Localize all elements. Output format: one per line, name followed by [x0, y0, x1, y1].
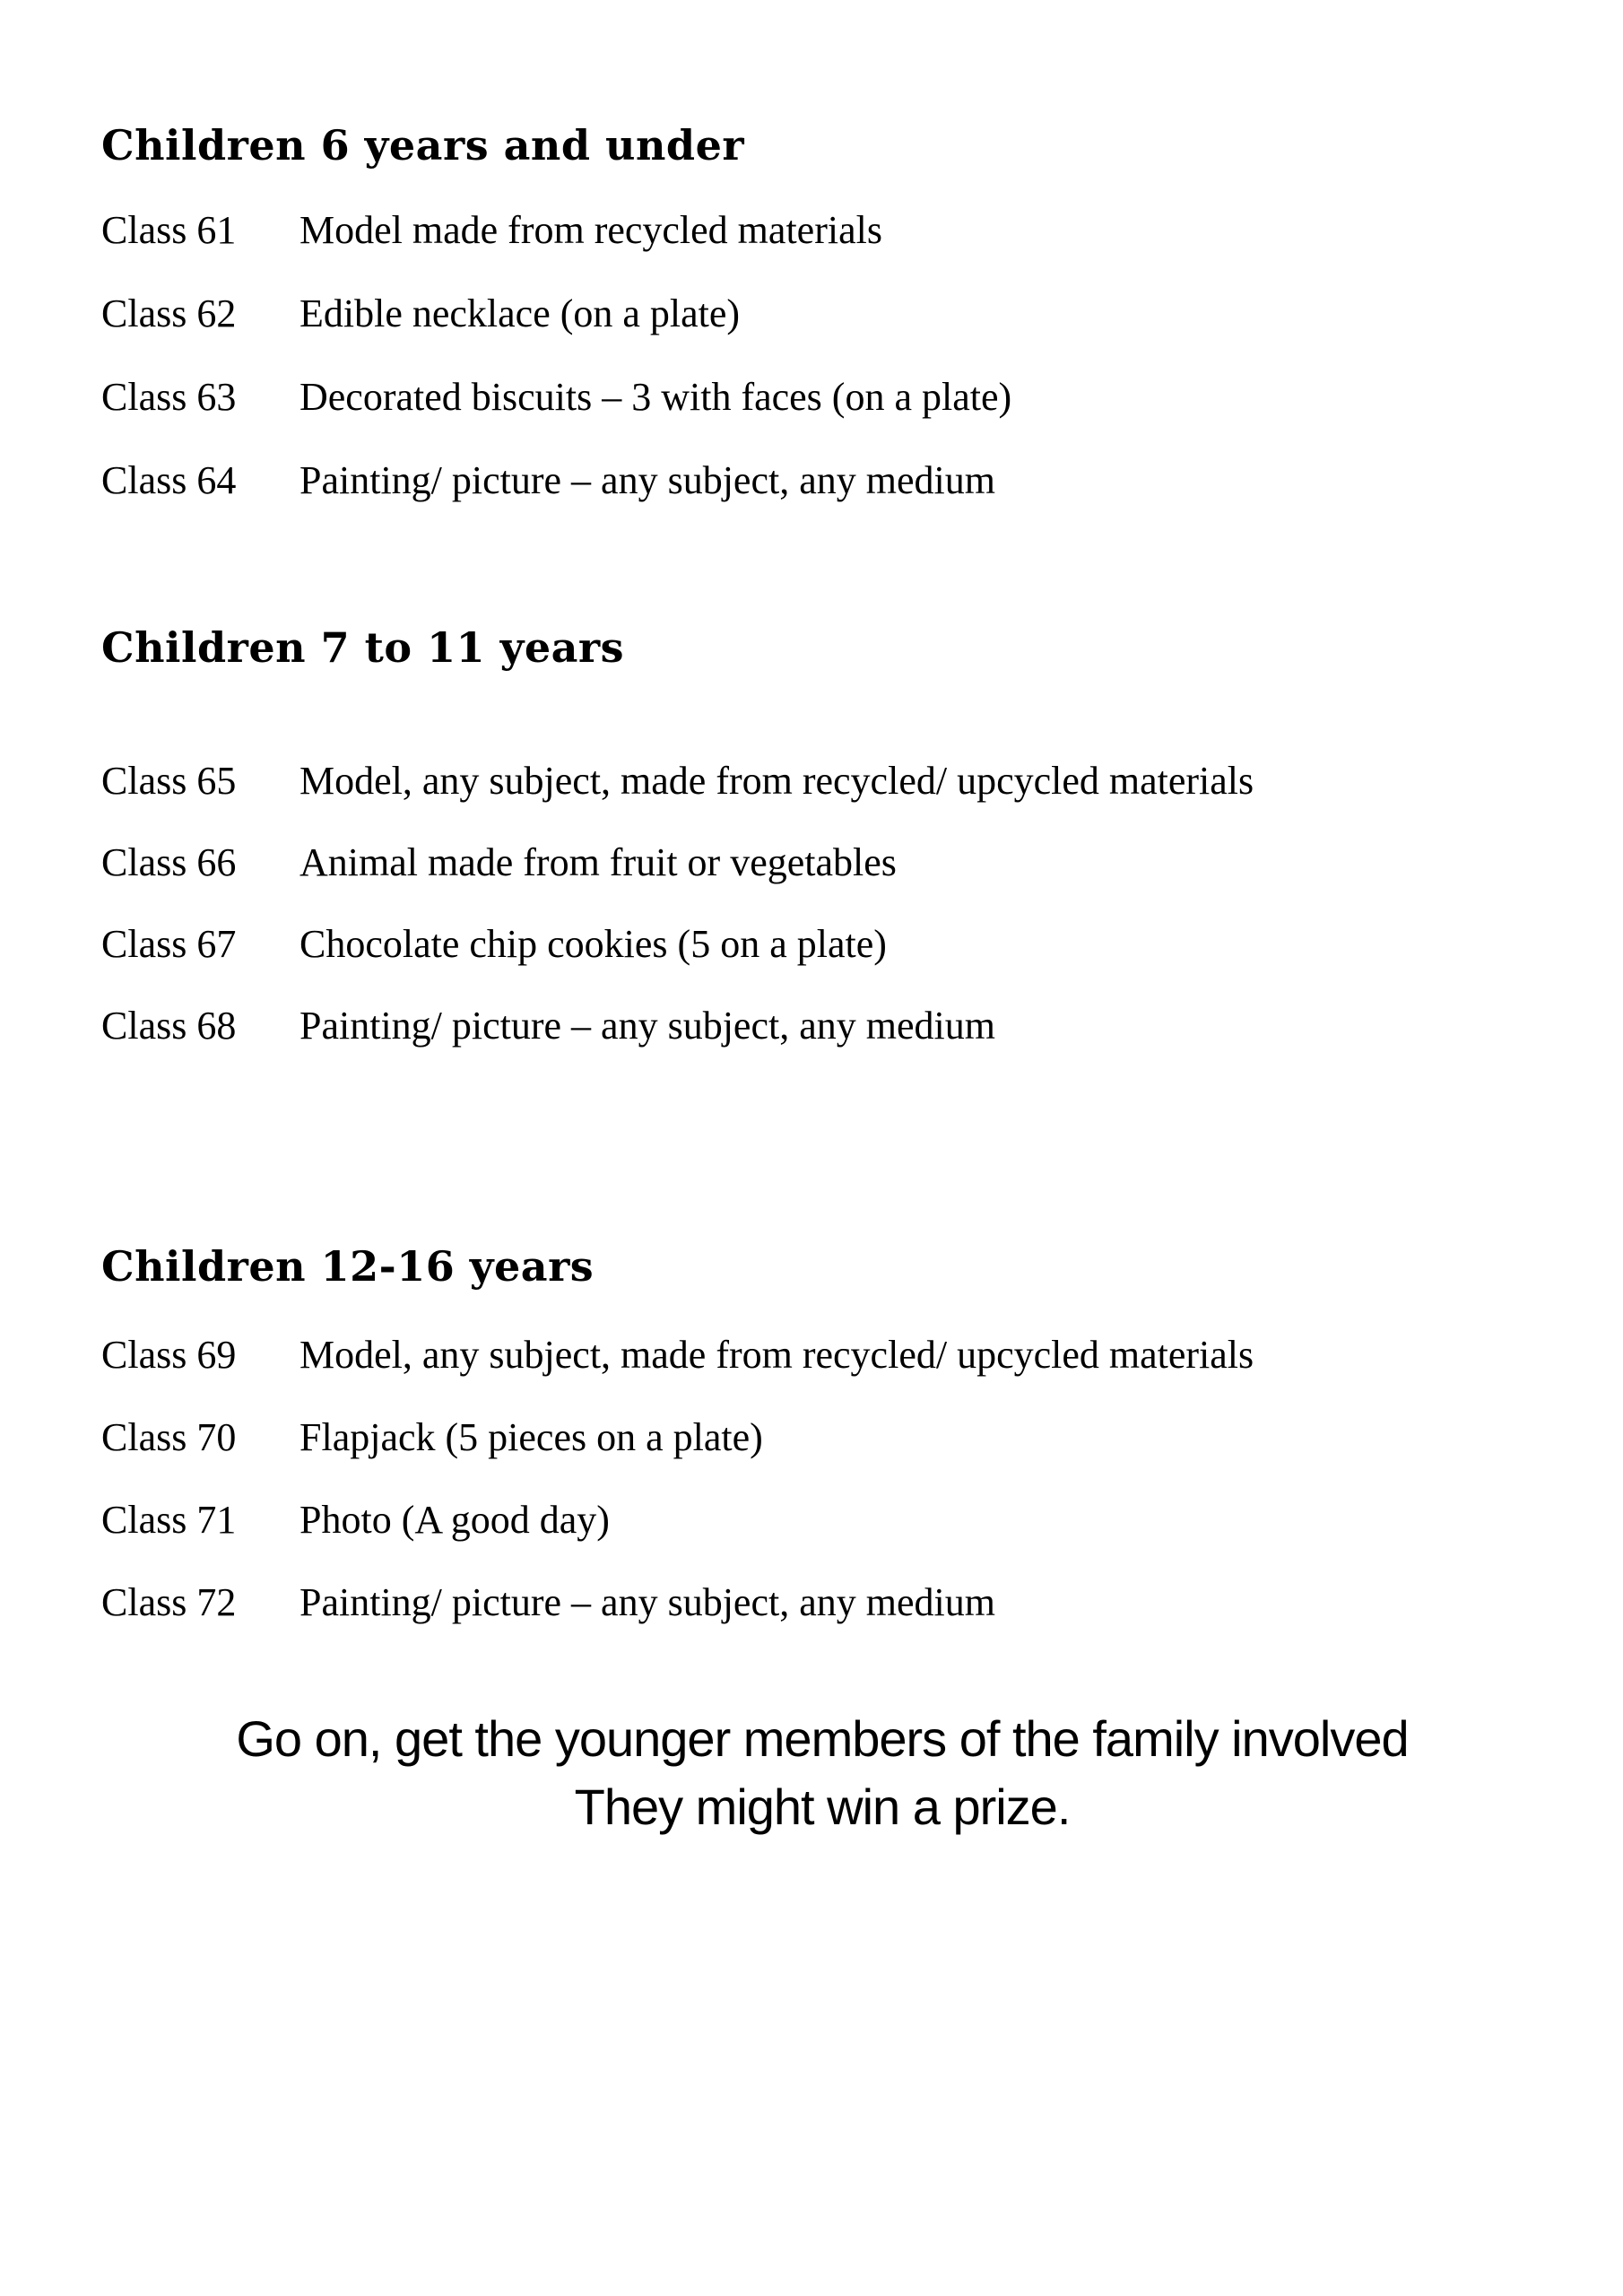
section-heading: Children 7 to 11 years	[101, 623, 625, 672]
section-children-6-and-under	[101, 123, 1587, 544]
class-description: Flapjack (5 pieces on a plate)	[299, 1415, 763, 1459]
class-number: Class 67	[101, 922, 237, 966]
class-number: Class 62	[101, 291, 237, 335]
class-row	[101, 291, 1587, 378]
class-description: Painting/ picture – any subject, any medium	[299, 1580, 995, 1624]
footer-line-1: Go on, get the younger members of the family involved	[236, 1710, 1409, 1767]
class-number: Class 71	[101, 1498, 237, 1542]
class-description: Painting/ picture – any subject, any medium	[299, 458, 995, 502]
class-row	[101, 1335, 1587, 1418]
class-number: Class 69	[101, 1333, 237, 1377]
section-heading: Children 6 years and under	[101, 121, 745, 170]
class-number: Class 72	[101, 1580, 237, 1624]
class-description: Model made from recycled materials	[299, 208, 882, 252]
class-description: Animal made from fruit or vegetables	[299, 840, 897, 884]
section-children-12-to-16	[101, 1244, 1587, 1665]
class-row	[101, 208, 1587, 294]
class-number: Class 70	[101, 1415, 237, 1459]
class-row	[101, 1415, 1587, 1500]
class-row	[101, 375, 1587, 461]
class-description: Painting/ picture – any subject, any medium	[299, 1004, 995, 1048]
class-number: Class 68	[101, 1004, 237, 1048]
class-number: Class 66	[101, 840, 237, 884]
class-list	[101, 208, 1587, 544]
class-row	[101, 840, 1587, 925]
class-description: Photo (A good day)	[299, 1498, 610, 1542]
class-list	[101, 1335, 1587, 1665]
class-row	[101, 922, 1587, 1006]
footer-line-2: They might win a prize.	[574, 1779, 1071, 1835]
class-number: Class 63	[101, 375, 237, 419]
class-description: Model, any subject, made from recycled/ upcycled materials	[299, 1333, 1254, 1377]
class-description: Decorated biscuits – 3 with faces (on a plate)	[299, 375, 1012, 419]
section-children-7-to-11	[101, 625, 1587, 1088]
class-row	[101, 458, 1587, 544]
class-row	[101, 1500, 1587, 1583]
class-row	[101, 1006, 1587, 1088]
class-number: Class 61	[101, 208, 237, 252]
class-list	[101, 761, 1587, 1088]
class-number: Class 65	[101, 759, 237, 803]
class-row	[101, 761, 1587, 843]
class-row	[101, 1580, 1587, 1665]
footer-note	[11, 1705, 1623, 1841]
class-description: Chocolate chip cookies (5 on a plate)	[299, 922, 887, 966]
class-description: Model, any subject, made from recycled/ upcycled materials	[299, 759, 1254, 803]
class-number: Class 64	[101, 458, 237, 502]
section-heading: Children 12-16 years	[101, 1242, 595, 1291]
class-description: Edible necklace (on a plate)	[299, 291, 741, 335]
